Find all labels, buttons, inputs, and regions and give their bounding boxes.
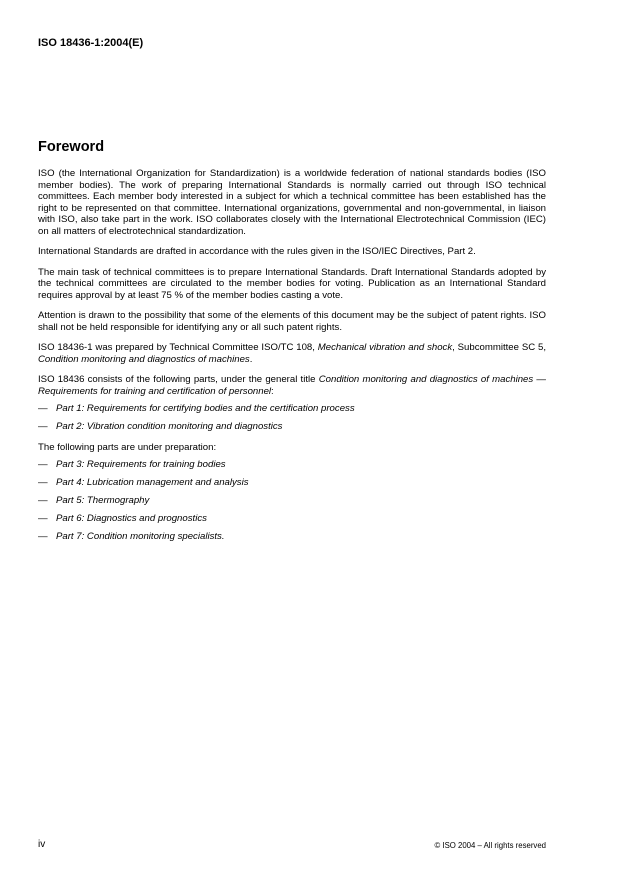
preparation-parts-list: [38, 459, 546, 543]
list-item: [38, 513, 546, 525]
subcommittee-title: Condition monitoring and diagnostics of machines: [38, 353, 250, 365]
paragraph-iso-intro: ISO (the International Organization for Standardization) is a worldwide federation of national standards bodies (ISO member bodies). The work of preparing International Standards is normally carried out through ISO technical committees. Each member body interested in a subject for which a technical committee has been established has the right to be represented on that committee. International organizations, governmental and non-governmental, in liaison with ISO, also take part in the work. ISO collaborates closely with the International Electrotechnical Commission (IEC) on all matters of electrotechnical standardization.: [38, 168, 546, 237]
general-title: Condition monitoring and diagnostics of machines — Requirements for training and certification of personnel: [38, 374, 546, 397]
list-item-text: Part 3: Requirements for training bodies: [56, 459, 226, 470]
list-dash: —: [38, 477, 48, 488]
prepared-by-end: .: [249, 353, 253, 365]
list-item: [38, 459, 546, 471]
copyright-notice: © ISO 2004 – All rights reserved: [434, 841, 546, 850]
page-number: iv: [38, 839, 46, 850]
list-dash: —: [38, 421, 48, 432]
paragraph-technical-committees: The main task of technical committees is to prepare International Standards. Draft International Standards adopted by the technical committees are circulated to the member bodies for voting. Publication as an International Standard requires approval by at least 75 % of the member bodies casting a vote.: [38, 266, 546, 301]
foreword-body: [38, 168, 546, 549]
paragraph-under-preparation: The following parts are under preparation:: [38, 441, 217, 453]
published-parts-list: [38, 403, 546, 433]
list-item-text: Part 1: Requirements for certifying bodies and the certification process: [56, 403, 355, 414]
prepared-by-text: ISO 18436-1 was prepared by Technical Committee ISO/TC 108,: [38, 342, 318, 353]
paragraph-patent-rights: Attention is drawn to the possibility that some of the elements of this document may be the subject of patent rights. ISO shall not be held responsible for identifying any or all such patent rights.: [38, 310, 546, 333]
list-item-text: Part 5: Thermography: [56, 495, 150, 506]
list-dash: —: [38, 403, 48, 414]
list-item: [38, 531, 546, 543]
list-dash: —: [38, 513, 48, 524]
list-item-text: Part 6: Diagnostics and prognostics: [56, 513, 207, 524]
list-dash: —: [38, 495, 48, 506]
paragraph-prepared-by: [38, 342, 546, 365]
list-dash: —: [38, 459, 48, 470]
paragraph-parts-intro: [38, 374, 546, 397]
parts-intro-end: :: [271, 385, 274, 397]
list-item: [38, 495, 546, 507]
list-item-text: Part 2: Vibration condition monitoring and diagnostics: [56, 421, 283, 432]
paragraph-directives: International Standards are drafted in accordance with the rules given in the ISO/IEC Directives, Part 2.: [38, 246, 476, 257]
list-item-text: Part 4: Lubrication management and analysis: [56, 477, 249, 488]
parts-intro-text: ISO 18436 consists of the following parts, under the general title: [38, 374, 319, 385]
document-id: ISO 18436-1:2004(E): [38, 37, 144, 49]
list-item: [38, 403, 546, 415]
foreword-heading: Foreword: [38, 139, 105, 155]
list-item: [38, 421, 546, 433]
list-item-text: Part 7: Condition monitoring specialists.: [56, 531, 225, 542]
committee-title: Mechanical vibration and shock: [317, 342, 453, 353]
subcommittee-text: , Subcommittee SC 5,: [452, 342, 546, 353]
list-dash: —: [38, 531, 48, 542]
list-item: [38, 477, 546, 489]
